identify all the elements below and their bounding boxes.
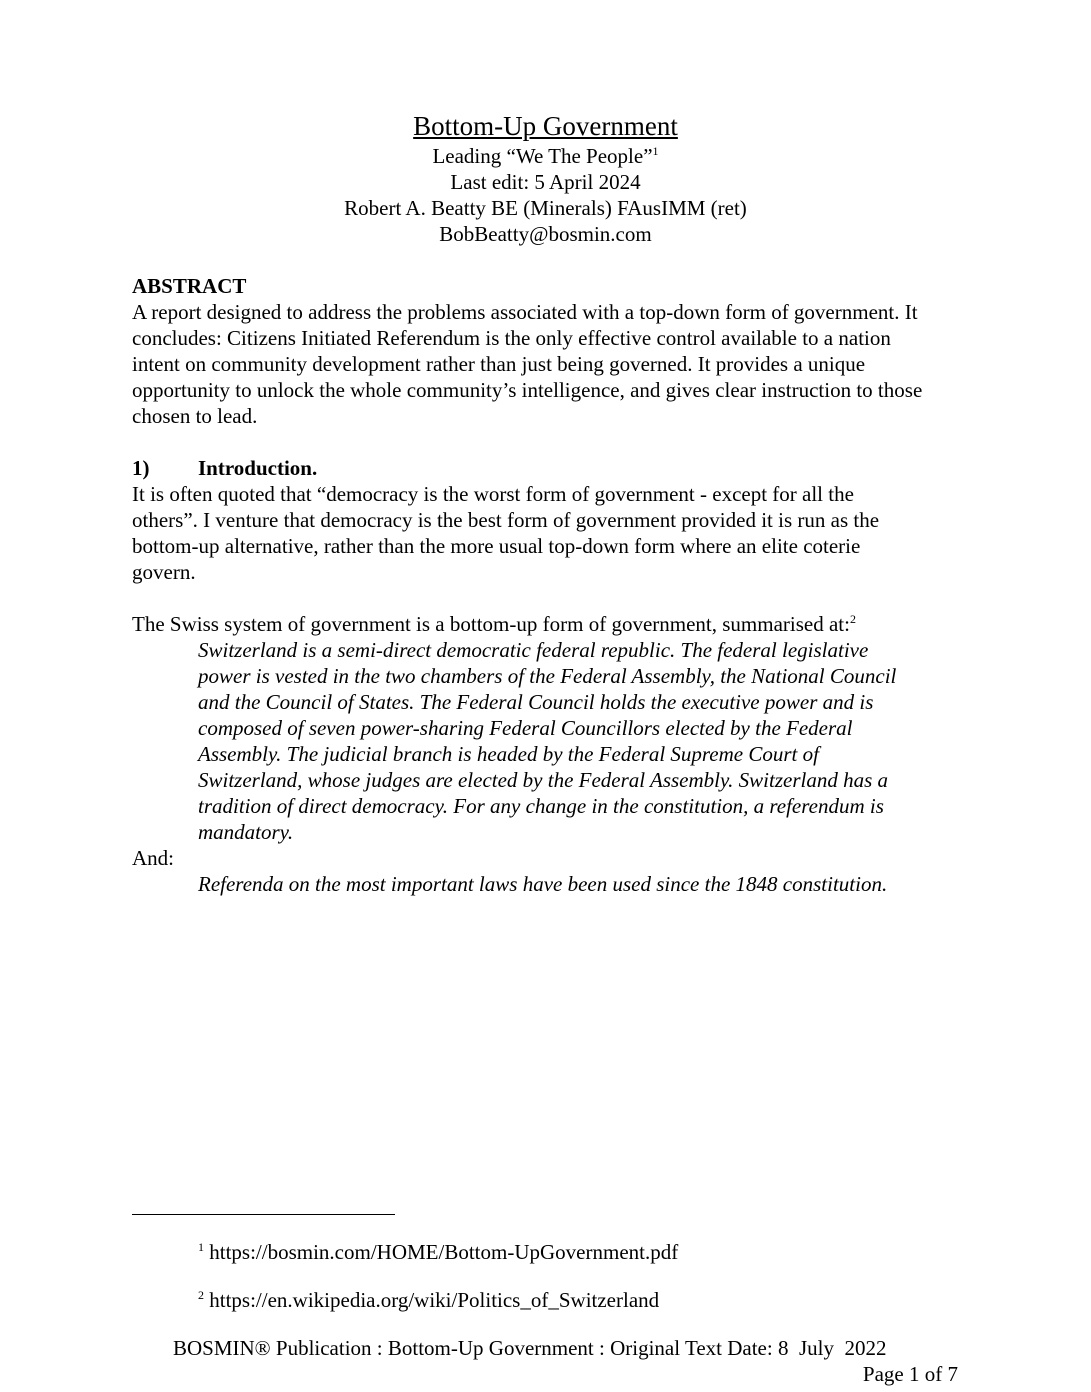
intro-line: It is often quoted that “democracy is the worst form of government - except for all the [132,482,854,506]
subtitle-text: Leading “We The People” [432,144,653,168]
intro-line: govern. [132,560,196,584]
subtitle [0,143,1091,169]
footnote-link[interactable]: https://bosmin.com/HOME/Bottom-UpGovernment.pdf [209,1240,679,1264]
last-edit: Last edit: 5 April 2024 [450,170,641,194]
swiss-paragraph [132,611,856,637]
quote-line: power is vested in the two chambers of the Federal Assembly, the National Council [198,664,897,688]
section-number: 1) [132,456,150,480]
quote-line: Switzerland, whose judges are elected by the Federal Assembly. Switzerland has a [198,768,888,792]
quote-line: Assembly. The judicial branch is headed by the Federal Supreme Court of [198,742,819,766]
quote-line: Referenda on the most important laws have been used since the 1848 constitution. [198,872,888,896]
author-email: BobBeatty@bosmin.com [439,222,652,246]
footnote-number: 1 [198,1240,204,1254]
abstract-line: opportunity to unlock the whole community’s intelligence, and gives clear instruction to those [132,378,923,402]
footnote-ref-2[interactable]: 2 [849,612,856,626]
abstract-line: chosen to lead. [132,404,258,428]
intro-line: bottom-up alternative, rather than the more usual top-down form where an elite coterie [132,534,861,558]
swiss-paragraph-text: The Swiss system of government is a bottom-up form of government, summarised at: [132,612,850,636]
author: Robert A. Beatty BE (Minerals) FAusIMM (ret) [344,196,747,220]
intro-line: others”. I venture that democracy is the best form of government provided it is run as the [132,508,880,532]
abstract-line: concludes: Citizens Initiated Referendum is the only effective control available to a nation [132,326,891,350]
footnote-ref-1[interactable]: 1 [652,144,659,158]
quote-line: tradition of direct democracy. For any change in the constitution, a referendum is [198,794,884,818]
publication-footer: BOSMIN® Publication : Bottom-Up Government : Original Text Date: 8 July 2022 [173,1336,887,1360]
footnote-2 [198,1287,659,1313]
footnote-separator [132,1214,395,1215]
abstract-heading: ABSTRACT [132,274,247,298]
footnote-1 [198,1239,678,1265]
and-label: And: [132,846,174,870]
abstract-line: A report designed to address the problems associated with a top-down form of government. It [132,300,918,324]
page-title [0,110,1091,142]
footnote-link[interactable]: https://en.wikipedia.org/wiki/Politics_of_Switzerland [209,1288,660,1312]
title-text: Bottom-Up Government [413,111,678,141]
quote-line: and the Council of States. The Federal Council holds the executive power and is [198,690,874,714]
quote-line: composed of seven power-sharing Federal Councillors elected by the Federal [198,716,853,740]
abstract-line: intent on community development rather than just being governed. It provides a unique [132,352,866,376]
section-heading: Introduction. [198,456,318,480]
footnote-number: 2 [198,1288,204,1302]
page-number: Page 1 of 7 [862,1362,958,1386]
quote-line: Switzerland is a semi-direct democratic federal republic. The federal legislative [198,638,869,662]
quote-line: mandatory. [198,820,294,844]
